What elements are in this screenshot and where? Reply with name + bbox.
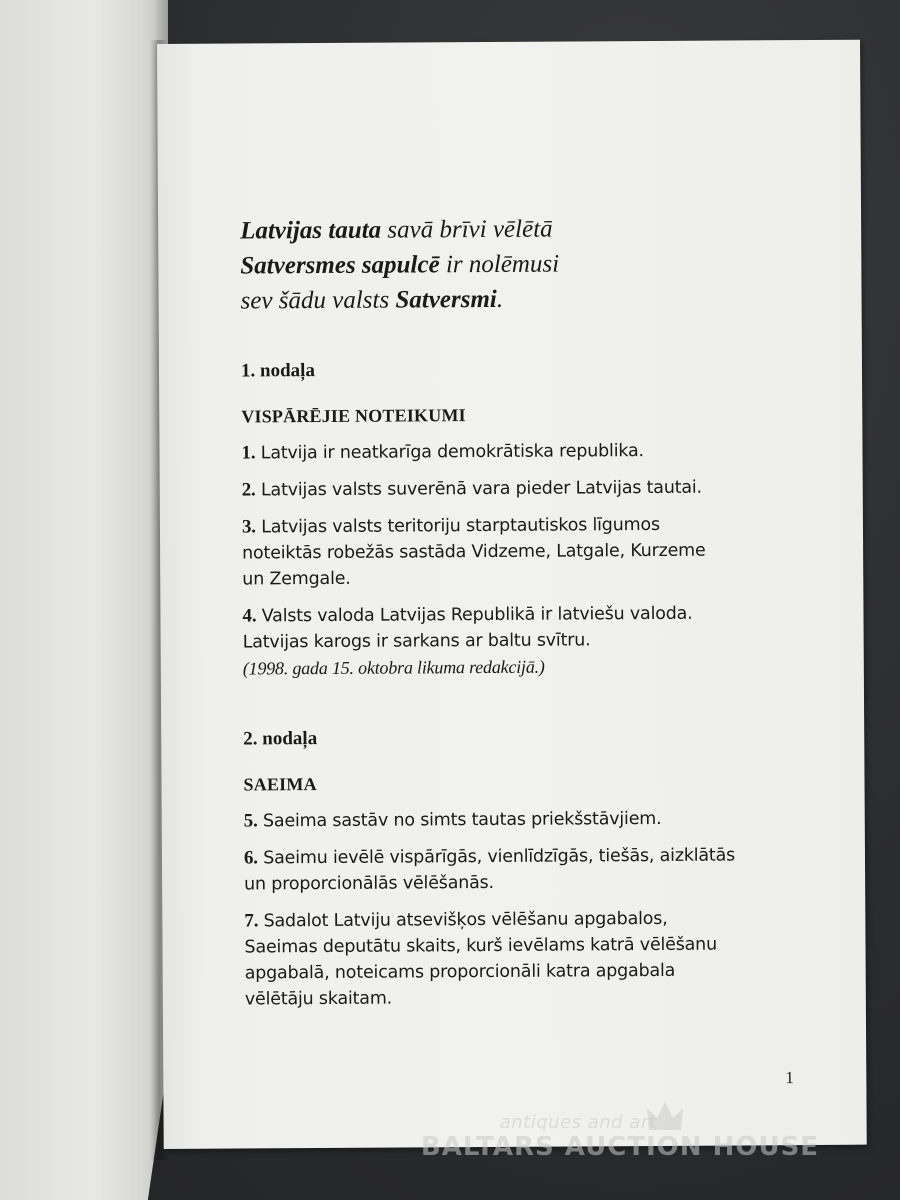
watermark xyxy=(420,1100,820,1180)
preamble-period: . xyxy=(496,285,504,313)
preamble-bold-1: Latvijas tauta xyxy=(240,216,382,245)
article-line: noteiktās robežās sastāda Vidzeme, Latgale, Kurzeme xyxy=(242,540,706,564)
article-line: Valsts valoda Latvijas Republikā ir latviešu valoda. xyxy=(261,603,693,627)
article-6 xyxy=(244,842,804,897)
preamble xyxy=(240,210,801,318)
page-number: 1 xyxy=(785,1068,794,1088)
preamble-text-2: ir nolēmusi xyxy=(439,250,560,279)
left-page xyxy=(0,0,168,1200)
chapter-2-title: SAEIMA xyxy=(243,774,317,795)
article-4 xyxy=(242,600,802,681)
booklet-page xyxy=(157,40,867,1149)
article-number: 3. xyxy=(241,516,256,538)
article-line: Saeimas deputātu skaits, kurš ievēlams katrā vēlēšanu xyxy=(244,934,717,958)
article-number: 4. xyxy=(242,605,257,627)
article-line: vēlētāju skaitam. xyxy=(244,988,393,1010)
article-number: 1. xyxy=(241,442,256,464)
chapter-2-number: 2. nodaļa xyxy=(243,728,318,750)
watermark-tagline: antiques and art xyxy=(499,1112,657,1133)
article-7 xyxy=(244,905,805,1012)
article-line: Latvija ir neatkarīga demokrātiska republika. xyxy=(260,441,644,464)
article-line: un proporcionālās vēlēšanās. xyxy=(244,872,494,895)
chapter-1-title: VISPĀRĒJIE NOTEIKUMI xyxy=(241,405,466,427)
article-number: 7. xyxy=(244,910,259,932)
preamble-bold-3: Satversmi xyxy=(395,285,497,314)
preamble-text-3: sev šādu valsts xyxy=(240,286,396,315)
chapter-1-number: 1. nodaļa xyxy=(240,360,315,382)
article-1 xyxy=(241,437,801,466)
article-line: Saeimu ievēlē vispārīgās, vienlīdzīgās, tiešās, aizklātās xyxy=(263,845,736,869)
article-number: 6. xyxy=(243,847,258,869)
article-line: Latvijas karogs ir sarkans ar baltu svītru. xyxy=(242,630,591,653)
page-text xyxy=(240,210,805,1023)
article-line: un Zemgale. xyxy=(242,568,351,590)
article-line: Saeima sastāv no simts tautas priekšstāvjiem. xyxy=(262,808,662,832)
article-5 xyxy=(244,805,804,834)
article-number: 2. xyxy=(241,479,256,501)
article-line: apgabalā, noteicams proporcionāli katra apgabala xyxy=(244,960,676,984)
amendment-note: (1998. gada 15. oktobra likuma redakcijā.) xyxy=(242,656,545,679)
preamble-text-1: savā brīvi vēlētā xyxy=(381,215,553,244)
preamble-bold-2: Satversmes sapulcē xyxy=(240,251,440,280)
article-3 xyxy=(242,511,802,592)
article-line: Latvijas valsts suverēnā vara pieder Latvijas tautai. xyxy=(260,477,702,501)
article-2 xyxy=(242,474,802,503)
article-line: Latvijas valsts teritoriju starptautiskos līgumos xyxy=(261,514,660,538)
article-line: Sadalot Latviju atsevišķos vēlēšanu apgabalos, xyxy=(263,908,668,932)
article-number: 5. xyxy=(243,810,258,832)
watermark-brand: BALTARS AUCTION HOUSE xyxy=(420,1132,820,1162)
